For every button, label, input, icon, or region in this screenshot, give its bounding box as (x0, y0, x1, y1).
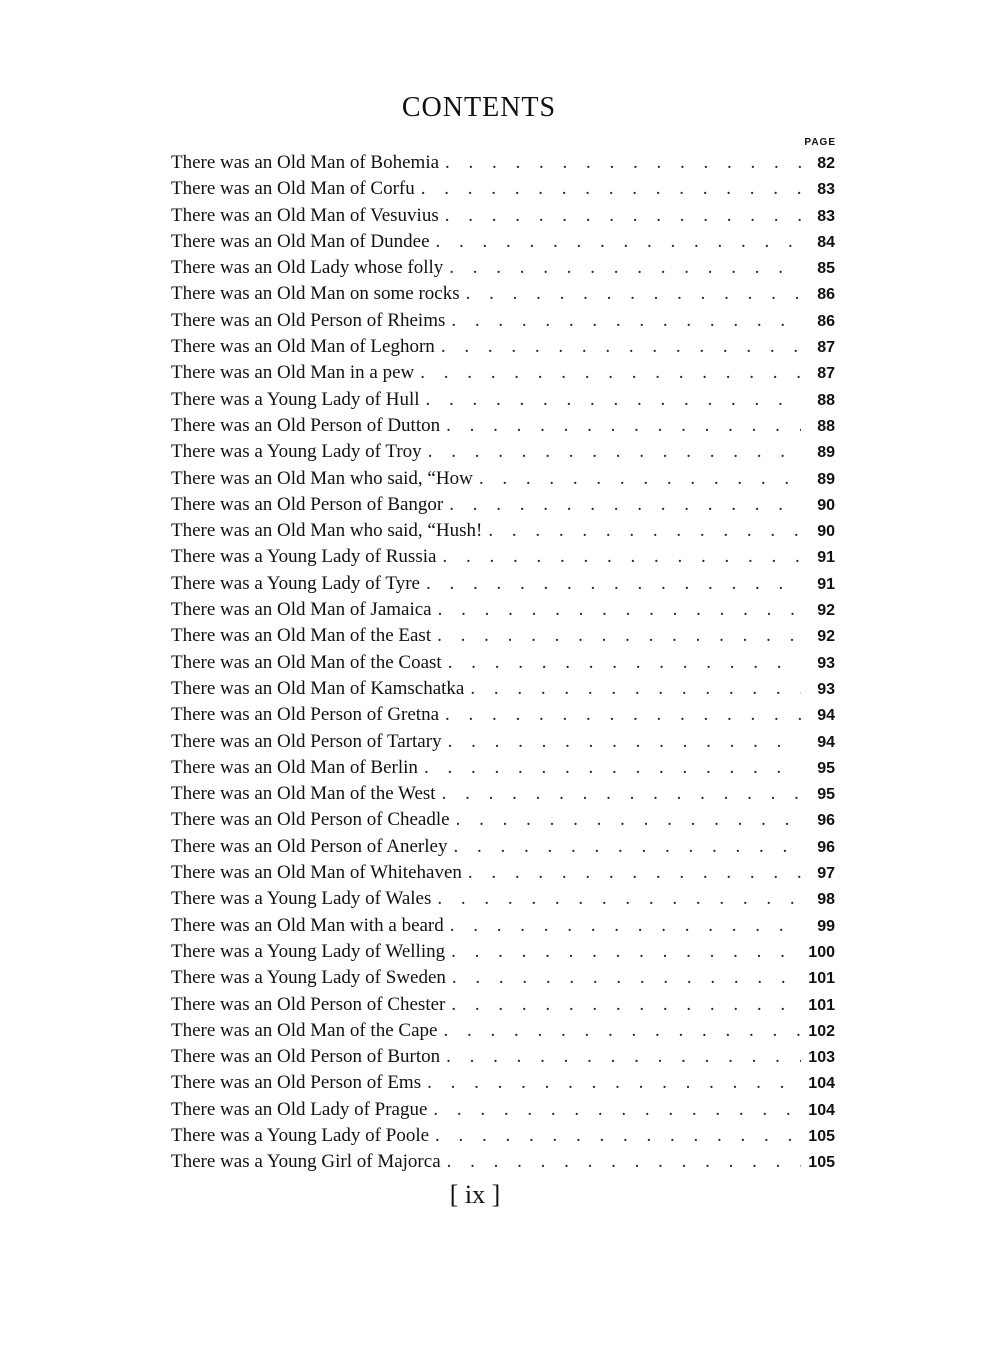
toc-entry-page-number: 88 (817, 417, 835, 435)
dot-leader (448, 650, 801, 676)
dot-leader (449, 492, 801, 518)
toc-entry-title: There was an Old Man who said, “How (171, 467, 473, 489)
dot-leader (426, 387, 801, 413)
toc-entry-page-number: 104 (808, 1101, 835, 1119)
dot-leader (451, 939, 801, 965)
toc-entry-page-number: 98 (817, 891, 835, 909)
toc-entry-page-number: 91 (817, 549, 835, 567)
toc-entry-title: There was an Old Man of the East (171, 625, 432, 647)
toc-entry (171, 150, 835, 176)
dot-leader (445, 150, 801, 176)
toc-entry (171, 755, 835, 781)
toc-entry (171, 413, 835, 439)
dot-leader (441, 334, 801, 360)
toc-entry-title: There was an Old Man of Jamaica (171, 599, 432, 621)
toc-entry-page-number: 105 (808, 1154, 835, 1172)
toc-entry-title: There was an Old Man of Leghorn (171, 336, 435, 358)
toc-entry (171, 965, 835, 991)
dot-leader (424, 755, 801, 781)
toc-entry-title: There was an Old Man of Corfu (171, 178, 415, 200)
toc-entry-page-number: 88 (817, 391, 835, 409)
dot-leader (446, 413, 801, 439)
dot-leader (468, 860, 801, 886)
toc-entry (171, 544, 835, 570)
toc-entry-title: There was a Young Lady of Tyre (171, 572, 420, 594)
dot-leader (435, 1123, 801, 1149)
toc-entry-page-number: 87 (817, 339, 835, 357)
toc-entry-page-number: 87 (817, 365, 835, 383)
toc-entry (171, 334, 835, 360)
toc-entry (171, 203, 835, 229)
toc-entry-title: There was a Young Lady of Welling (171, 940, 446, 962)
toc-entry-title: There was an Old Lady whose folly (171, 257, 444, 279)
dot-leader (438, 597, 801, 623)
toc-entry-title: There was a Young Lady of Poole (171, 1124, 430, 1146)
dot-leader (453, 834, 801, 860)
toc-entry-page-number: 100 (808, 943, 835, 961)
dot-leader (488, 518, 801, 544)
toc-entry (171, 834, 835, 860)
toc-entry-page-number: 101 (808, 996, 835, 1014)
toc-entry-page-number: 102 (808, 1022, 835, 1040)
toc-entry (171, 886, 835, 912)
dot-leader (442, 781, 801, 807)
dot-leader (442, 544, 801, 570)
toc-entry-page-number: 82 (817, 155, 835, 172)
toc-entry-title: There was an Old Person of Burton (171, 1046, 441, 1068)
dot-leader (445, 203, 801, 229)
dot-leader (436, 229, 801, 255)
dot-leader (433, 1097, 801, 1123)
toc-entry-page-number: 92 (817, 602, 835, 620)
toc-entry (171, 176, 835, 202)
toc-entry-title: There was an Old Man of Whitehaven (171, 862, 462, 884)
toc-entry-title: There was an Old Person of Gretna (171, 704, 440, 726)
dot-leader (452, 965, 801, 991)
toc-entry-title: There was an Old Person of Bangor (171, 493, 444, 515)
toc-entry (171, 360, 835, 386)
toc-entry-title: There was an Old Man of the Cape (171, 1019, 438, 1041)
toc-entry-page-number: 99 (817, 917, 835, 935)
toc-entry-page-number: 86 (817, 312, 835, 330)
dot-leader (421, 176, 801, 202)
toc-entry-title: There was an Old Man with a beard (171, 914, 444, 936)
toc-entry-page-number: 86 (817, 286, 835, 304)
toc-entry-title: There was a Young Lady of Sweden (171, 967, 446, 989)
toc-entry (171, 1149, 835, 1175)
toc-entry-title: There was a Young Lady of Hull (171, 388, 420, 410)
dot-leader (426, 571, 801, 597)
toc-entry (171, 650, 835, 676)
toc-entry-title: There was an Old Person of Cheadle (171, 809, 450, 831)
toc-entry (171, 439, 835, 465)
toc-entry-title: There was an Old Person of Ems (171, 1072, 422, 1094)
toc-entry (171, 308, 835, 334)
toc-entry-page-number: 96 (817, 838, 835, 856)
toc-entry-page-number: 84 (817, 233, 835, 251)
toc-entry-title: There was an Old Man of Vesuvius (171, 204, 439, 226)
toc-entry (171, 623, 835, 649)
toc-entry-title: There was an Old Person of Anerley (171, 835, 448, 857)
toc-entry-title: There was an Old Person of Tartary (171, 730, 442, 752)
toc-entry-page-number: 85 (817, 260, 835, 278)
toc-entry-page-number: 97 (817, 865, 835, 883)
toc-entry-title: There was an Old Person of Chester (171, 993, 446, 1015)
toc-entry-title: There was an Old Man of Dundee (171, 230, 430, 252)
toc-entry-title: There was an Old Person of Rheims (171, 309, 446, 331)
toc-entry (171, 387, 835, 413)
toc-entry-title: There was an Old Lady of Prague (171, 1098, 428, 1120)
toc-entry-title: There was an Old Man on some rocks (171, 283, 460, 305)
toc-entry-title: There was an Old Man of the Coast (171, 651, 442, 673)
toc-entry-page-number: 94 (817, 733, 835, 751)
dot-leader (451, 308, 801, 334)
toc-entry (171, 1123, 835, 1149)
dot-leader (456, 807, 801, 833)
dot-leader (470, 676, 801, 702)
toc-entry (171, 676, 835, 702)
page-title: CONTENTS (401, 92, 557, 123)
toc-entry-page-number: 105 (808, 1127, 835, 1145)
toc-entry (171, 939, 835, 965)
toc-entry-page-number: 90 (817, 496, 835, 514)
toc-entry (171, 1018, 835, 1044)
table-of-contents (171, 150, 835, 1176)
toc-entry-title: There was an Old Man of Berlin (171, 756, 418, 778)
toc-entry-title: There was a Young Lady of Troy (171, 441, 422, 463)
toc-entry-page-number: 92 (817, 628, 835, 646)
dot-leader (451, 992, 801, 1018)
toc-entry (171, 992, 835, 1018)
toc-entry-page-number: 93 (817, 680, 835, 698)
toc-entry (171, 518, 835, 544)
dot-leader (447, 1149, 801, 1175)
dot-leader (437, 886, 801, 912)
toc-entry-page-number: 93 (817, 654, 835, 672)
toc-entry-title: There was an Old Man of Kamschatka (171, 677, 465, 699)
page-folio: [ ix ] (449, 1180, 501, 1209)
toc-entry (171, 597, 835, 623)
toc-entry-title: There was an Old Man of the West (171, 783, 436, 805)
dot-leader (448, 729, 801, 755)
toc-entry (171, 492, 835, 518)
toc-entry (171, 860, 835, 886)
toc-entry-page-number: 103 (808, 1049, 835, 1067)
toc-entry (171, 807, 835, 833)
toc-entry-page-number: 90 (817, 523, 835, 541)
dot-leader (466, 281, 801, 307)
toc-entry-page-number: 101 (808, 970, 835, 988)
toc-entry-title: There was an Old Man in a pew (171, 362, 415, 384)
toc-entry (171, 702, 835, 728)
toc-entry-title: There was a Young Lady of Russia (171, 546, 437, 568)
page-column-label: PAGE (804, 137, 836, 148)
toc-entry-page-number: 95 (817, 759, 835, 777)
toc-entry (171, 281, 835, 307)
dot-leader (427, 1070, 801, 1096)
dot-leader (445, 702, 801, 728)
toc-entry-page-number: 95 (817, 786, 835, 804)
toc-entry (171, 1044, 835, 1070)
dot-leader (443, 1018, 801, 1044)
dot-leader (479, 466, 801, 492)
toc-entry (171, 913, 835, 939)
toc-entry-title: There was an Old Person of Dutton (171, 414, 441, 436)
dot-leader (450, 913, 801, 939)
toc-entry-page-number: 83 (817, 181, 835, 199)
toc-entry-page-number: 83 (817, 207, 835, 225)
dot-leader (449, 255, 801, 281)
dot-leader (428, 439, 801, 465)
toc-entry-page-number: 91 (817, 575, 835, 593)
toc-entry-title: There was a Young Girl of Majorca (171, 1151, 441, 1173)
dot-leader (446, 1044, 801, 1070)
toc-entry (171, 729, 835, 755)
toc-entry (171, 1070, 835, 1096)
toc-entry (171, 466, 835, 492)
dot-leader (420, 360, 801, 386)
toc-entry (171, 1097, 835, 1123)
toc-entry (171, 255, 835, 281)
toc-entry-title: There was a Young Lady of Wales (171, 888, 432, 910)
toc-entry (171, 571, 835, 597)
toc-entry-title: There was an Old Man who said, “Hush! (171, 520, 483, 542)
toc-entry-page-number: 96 (817, 812, 835, 830)
toc-entry-page-number: 89 (817, 444, 835, 462)
toc-entry-page-number: 89 (817, 470, 835, 488)
toc-entry-title: There was an Old Man of Bohemia (171, 152, 440, 173)
toc-entry (171, 229, 835, 255)
dot-leader (437, 623, 801, 649)
toc-entry-page-number: 94 (817, 707, 835, 725)
toc-entry-page-number: 104 (808, 1075, 835, 1093)
toc-entry (171, 781, 835, 807)
